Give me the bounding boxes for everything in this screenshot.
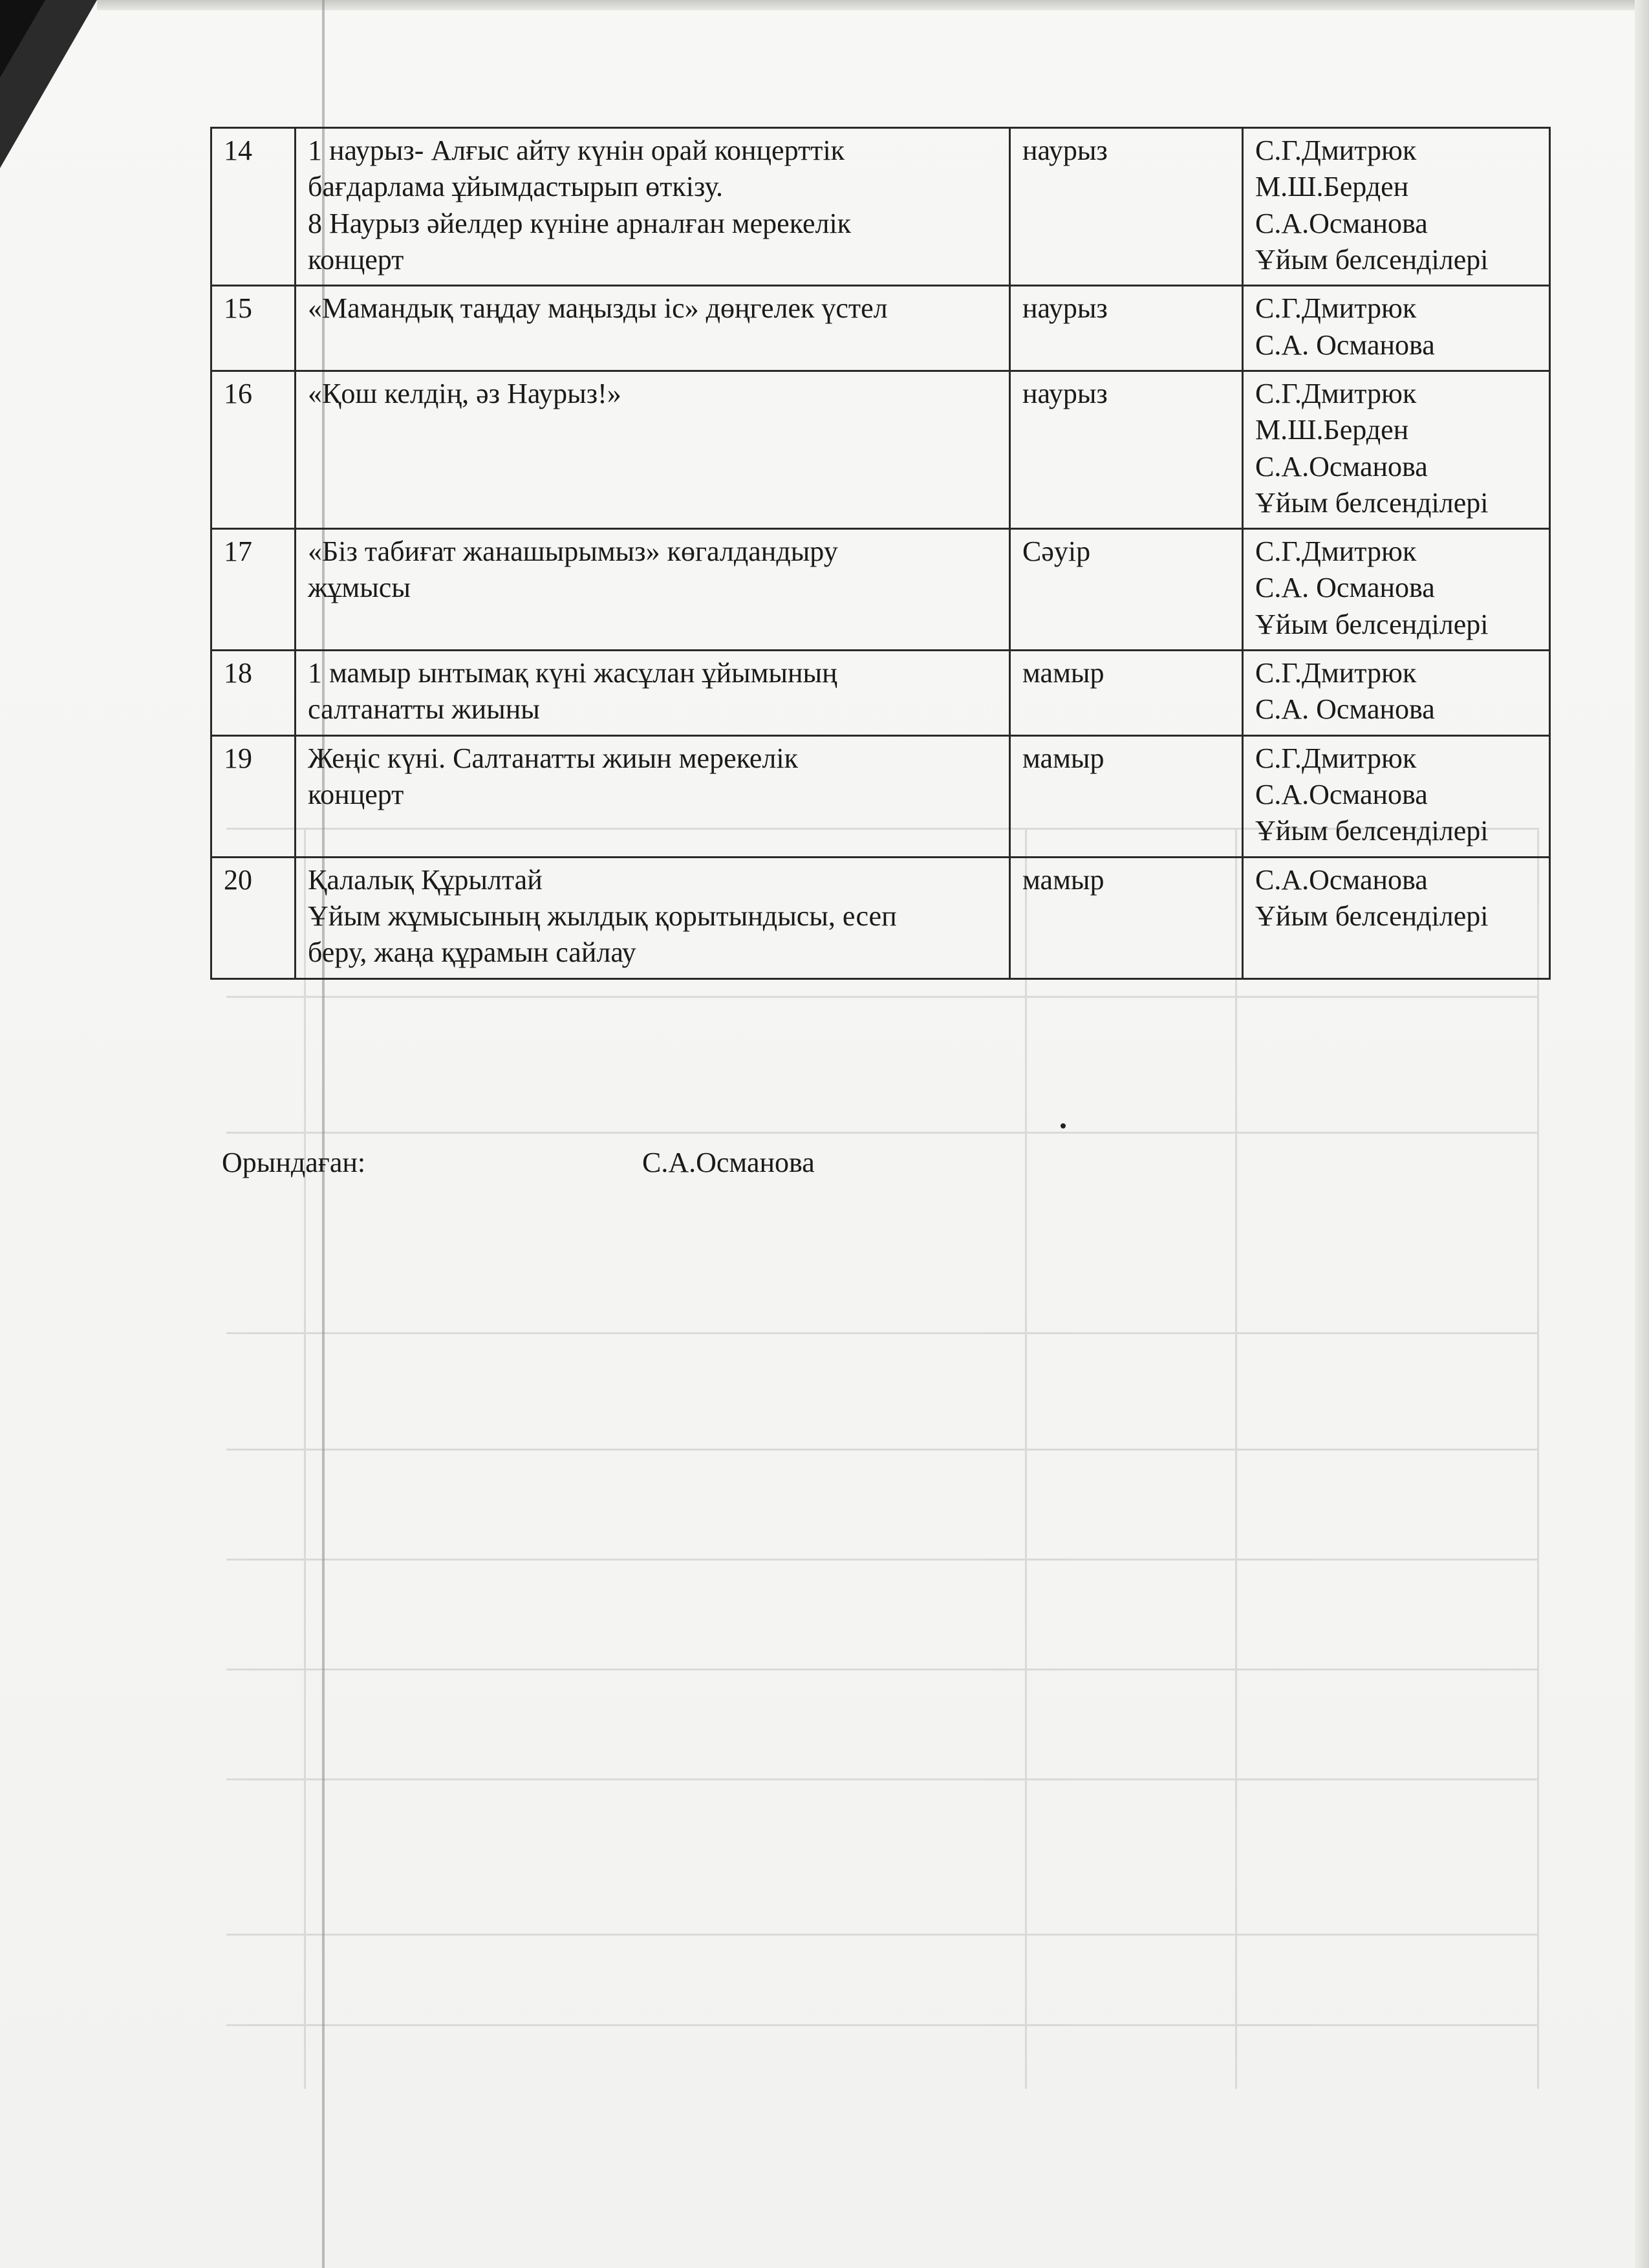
responsible-person: С.Г.Дмитрюк <box>1255 377 1417 409</box>
event-cell <box>296 857 1010 978</box>
event-text: «Біз табиғат жанашырымыз» көгалдандыру <box>308 535 838 568</box>
event-cell <box>296 735 1010 857</box>
responsible-person: С.А. Османова <box>1255 329 1435 361</box>
event-text: 1 мамыр ынтымақ күні жасұлан ұйымының <box>308 657 837 689</box>
event-text: «Мамандық таңдау маңызды іс» дөңгелек үстел <box>308 292 888 325</box>
events-table <box>210 127 1551 980</box>
responsible-person: С.А. Османова <box>1255 693 1435 726</box>
row-number: 18 <box>211 651 296 736</box>
responsible-person: Ұйым белсенділері <box>1255 243 1489 275</box>
responsible-cell <box>1243 286 1550 371</box>
responsible-person: Ұйым белсенділері <box>1255 815 1489 847</box>
responsible-cell <box>1243 529 1550 651</box>
responsible-person: М.Ш.Берден <box>1255 414 1409 446</box>
event-cell <box>296 128 1010 286</box>
row-number: 15 <box>211 286 296 371</box>
date-cell: наурыз <box>1010 128 1243 286</box>
responsible-person: Ұйым белсенділері <box>1255 900 1489 932</box>
row-number: 16 <box>211 371 296 528</box>
responsible-person: С.Г.Дмитрюк <box>1255 535 1417 568</box>
ink-speck <box>1061 1123 1066 1129</box>
event-cell <box>296 651 1010 736</box>
signature-name: С.А.Османова <box>642 1147 815 1178</box>
date-cell: мамыр <box>1010 735 1243 857</box>
responsible-person: С.А.Османова <box>1255 207 1428 239</box>
paper-right-edge <box>1635 0 1649 2268</box>
responsible-person: С.А.Османова <box>1255 779 1428 810</box>
responsible-person: С.А.Османова <box>1255 863 1428 896</box>
responsible-cell <box>1243 857 1550 978</box>
event-cell <box>296 371 1010 528</box>
event-text: «Қош келдің, әз Наурыз!» <box>308 377 621 409</box>
table-row <box>211 128 1550 286</box>
table-row <box>211 735 1550 857</box>
event-text: Жеңіс күні. Салтанатты жиын мерекелік <box>308 742 798 774</box>
responsible-person: С.А. Османова <box>1255 572 1435 604</box>
responsible-cell <box>1243 735 1550 857</box>
event-text: концерт <box>308 779 404 810</box>
table-row <box>211 857 1550 978</box>
row-number: 20 <box>211 857 296 978</box>
event-cell <box>296 286 1010 371</box>
table-row <box>211 371 1550 528</box>
event-cell <box>296 529 1010 651</box>
bleed-through-table <box>226 828 1539 2089</box>
responsible-person: С.Г.Дмитрюк <box>1255 657 1417 689</box>
event-text: концерт <box>308 243 404 275</box>
responsible-person: М.Ш.Берден <box>1255 171 1409 203</box>
paper-top-edge <box>97 0 1636 10</box>
responsible-person: С.А.Османова <box>1255 450 1428 482</box>
event-text: Қалалық Құрылтай <box>308 863 543 896</box>
event-text: салтанатты жиыны <box>308 693 540 726</box>
event-text: жұмысы <box>308 572 411 604</box>
responsible-person: С.Г.Дмитрюк <box>1255 742 1417 774</box>
date-cell: мамыр <box>1010 651 1243 736</box>
date-cell: Сәуір <box>1010 529 1243 651</box>
responsible-person: Ұйым белсенділері <box>1255 608 1489 640</box>
event-text: 1 наурыз- Алғыс айту күнін орай концерттік <box>308 135 845 166</box>
responsible-person: С.Г.Дмитрюк <box>1255 292 1417 325</box>
event-text: Ұйым жұмысының жылдық қорытындысы, есеп <box>308 900 897 932</box>
responsible-cell <box>1243 651 1550 736</box>
table-row <box>211 529 1550 651</box>
row-number: 14 <box>211 128 296 286</box>
responsible-person: Ұйым белсенділері <box>1255 486 1489 519</box>
date-cell: мамыр <box>1010 857 1243 978</box>
signature-label: Орындаған: <box>222 1147 366 1178</box>
responsible-cell <box>1243 128 1550 286</box>
row-number: 17 <box>211 529 296 651</box>
table-row <box>211 651 1550 736</box>
event-text: беру, жаңа құрамын сайлау <box>308 936 636 969</box>
table-row <box>211 286 1550 371</box>
date-cell: наурыз <box>1010 371 1243 528</box>
row-number: 19 <box>211 735 296 857</box>
event-text: бағдарлама ұйымдастырып өткізу. <box>308 171 724 203</box>
responsible-person: С.Г.Дмитрюк <box>1255 135 1417 166</box>
responsible-cell <box>1243 371 1550 528</box>
date-cell: наурыз <box>1010 286 1243 371</box>
folded-corner-shadow <box>0 0 45 78</box>
event-text: 8 Наурыз әйелдер күніне арналған мерекелік <box>308 207 852 239</box>
